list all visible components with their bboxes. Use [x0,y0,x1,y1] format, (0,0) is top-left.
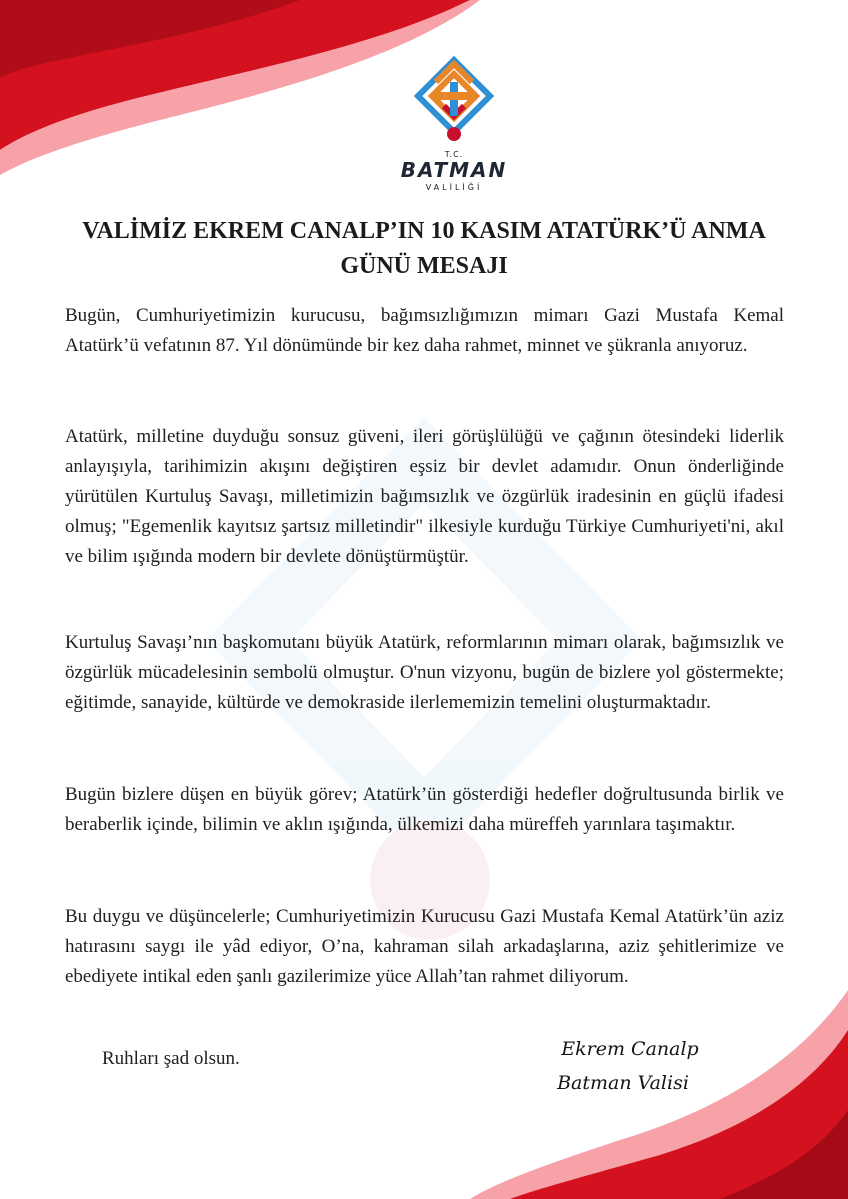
paragraph-2: Atatürk, milletine duyduğu sonsuz güveni, ileri görüşlülüğü ve çağının ötesindeki liderlik anlayışıyla, tarihimizin akışını değiştiren eşsiz bir devlet adamıdır. Onun önderliğinde yürütülen Kurtuluş Savaşı, milletimizin bağımsızlık ve özgürlük iradesinin en güçlü ifadesi olmuş; "Egemenlik kayıtsız şartsız milletindir" ilkesiyle kurduğu Türkiye Cumhuriyeti'ni, akıl ve bilim ışığında modern bir devlete dönüştürmüştür. [65,426,784,567]
logo-tc: T.C. [444,150,464,159]
batman-valiligi-logo-icon [406,52,502,148]
paragraph-4: Bugün bizlere düşen en büyük görev; Atatürk’ün gösterdiği hedefler doğrultusunda birlik ve beraberlik içinde, bilimin ve aklın ışığında, ülkemizi daha müreffeh yarınlara taşımaktır. [65,784,784,835]
logo-subtitle: VALİLİĞİ [425,183,483,192]
title-line-1: VALİMİZ EKREM CANALP’IN 10 KASIM ATATÜRK’Ü ANMA [82,218,766,244]
signature-name: Ekrem Canalp [561,1038,699,1060]
document-title [60,214,788,284]
paragraph-1: Bugün, Cumhuriyetimizin kurucusu, bağımsızlığımızın mimarı Gazi Mustafa Kemal Atatürk’ü vefatının 87. Yıl dönümünde bir kez daha rahmet, minnet ve şükranla anıyoruz. [65,305,784,356]
logo-name: BATMAN [400,158,508,182]
closing-line: Ruhları şad olsun. [102,1048,240,1069]
title-line-2: GÜNÜ MESAJI [340,253,508,279]
batman-valiligi-logo [392,52,516,192]
signature-title: Batman Valisi [557,1072,689,1094]
paragraph-5: Bu duygu ve düşüncelerle; Cumhuriyetimizin Kurucusu Gazi Mustafa Kemal Atatürk’ün aziz hatırasını saygı ile yâd ediyor, O’na, kahraman silah arkadaşlarına, aziz şehitlerimize ve ebediyete intikal eden şanlı gazilerimize yüce Allah’tan rahmet diliyorum. [65,906,784,987]
paragraph-3: Kurtuluş Savaşı’nın başkomutanı büyük Atatürk, reformlarının mimarı olarak, bağımsızlık ve özgürlük mücadelesinin sembolü olmuştur. O'nun vizyonu, bugün de bizlere yol göstermekte; eğitimde, sanayide, kültürde ve demokraside ilerlememizin temelini oluşturmaktadır. [65,632,784,713]
